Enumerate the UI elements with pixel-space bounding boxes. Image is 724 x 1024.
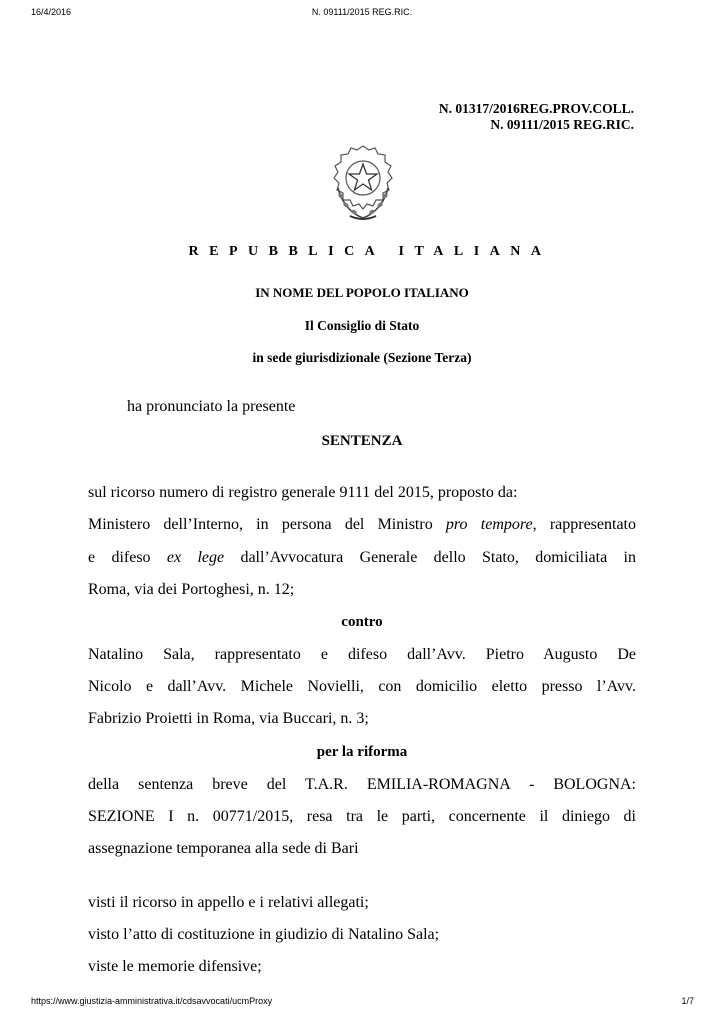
riforma-heading: per la riforma	[316, 744, 408, 760]
ministero-line-3: Roma, via dei Portoghesi, n. 12;	[88, 581, 295, 598]
ministero-line-2: e difeso ex lege dall’Avvocatura Generale dello Stato, domiciliata in	[88, 549, 636, 566]
ricorso-line: sul ricorso numero di registro generale 9111 del 2015, proposto da:	[88, 484, 518, 501]
sentenza-heading: SENTENZA	[321, 433, 403, 449]
print-date: 16/4/2016	[31, 7, 72, 17]
print-title: N. 09111/2015 REG.RIC.	[311, 7, 413, 17]
republic-heading: REPUBBLICA ITALIANA	[188, 244, 552, 259]
sala-line-2: Nicolo e dall’Avv. Michele Novielli, con domicilio eletto presso l’Avv.	[88, 678, 636, 695]
italian-republic-emblem-icon	[328, 140, 398, 222]
reference-numbers	[439, 101, 634, 133]
contro-heading: contro	[341, 614, 383, 630]
sala-line-1: Natalino Sala, rappresentato e difeso dall’Avv. Pietro Augusto De	[88, 646, 636, 663]
section-heading: in sede giurisdizionale (Sezione Terza)	[252, 350, 472, 365]
ref-prov-coll: N. 01317/2016REG.PROV.COLL.	[438, 101, 634, 116]
sentenza-line-1: della sentenza breve del T.A.R. EMILIA-ROMAGNA - BOLOGNA:	[88, 776, 636, 793]
visti-line-1: visti il ricorso in appello e i relativi allegati;	[88, 894, 369, 911]
sala-line-3: Fabrizio Proietti in Roma, via Buccari, n. 3;	[88, 710, 369, 727]
visti-line-3: viste le memorie difensive;	[88, 958, 262, 975]
source-url: https://www.giustizia-amministrativa.it/cdsavvocati/ucmProxy	[31, 996, 273, 1006]
ref-reg-ric: N. 09111/2015 REG.RIC.	[490, 117, 634, 132]
sentenza-line-2: SEZIONE I n. 00771/2015, resa tra le parti, concernente il diniego di	[88, 808, 636, 825]
people-heading: IN NOME DEL POPOLO ITALIANO	[255, 285, 469, 300]
sentenza-line-3: assegnazione temporanea alla sede di Bari	[88, 840, 359, 857]
council-heading: Il Consiglio di Stato	[304, 318, 420, 333]
pronounced-line: ha pronunciato la presente	[127, 398, 296, 415]
page-number: 1/7	[681, 996, 694, 1006]
visti-line-2: visto l’atto di costituzione in giudizio di Natalino Sala;	[88, 926, 440, 943]
ministero-line-1: Ministero dell’Interno, in persona del Ministro pro tempore, rappresentato	[88, 516, 637, 533]
